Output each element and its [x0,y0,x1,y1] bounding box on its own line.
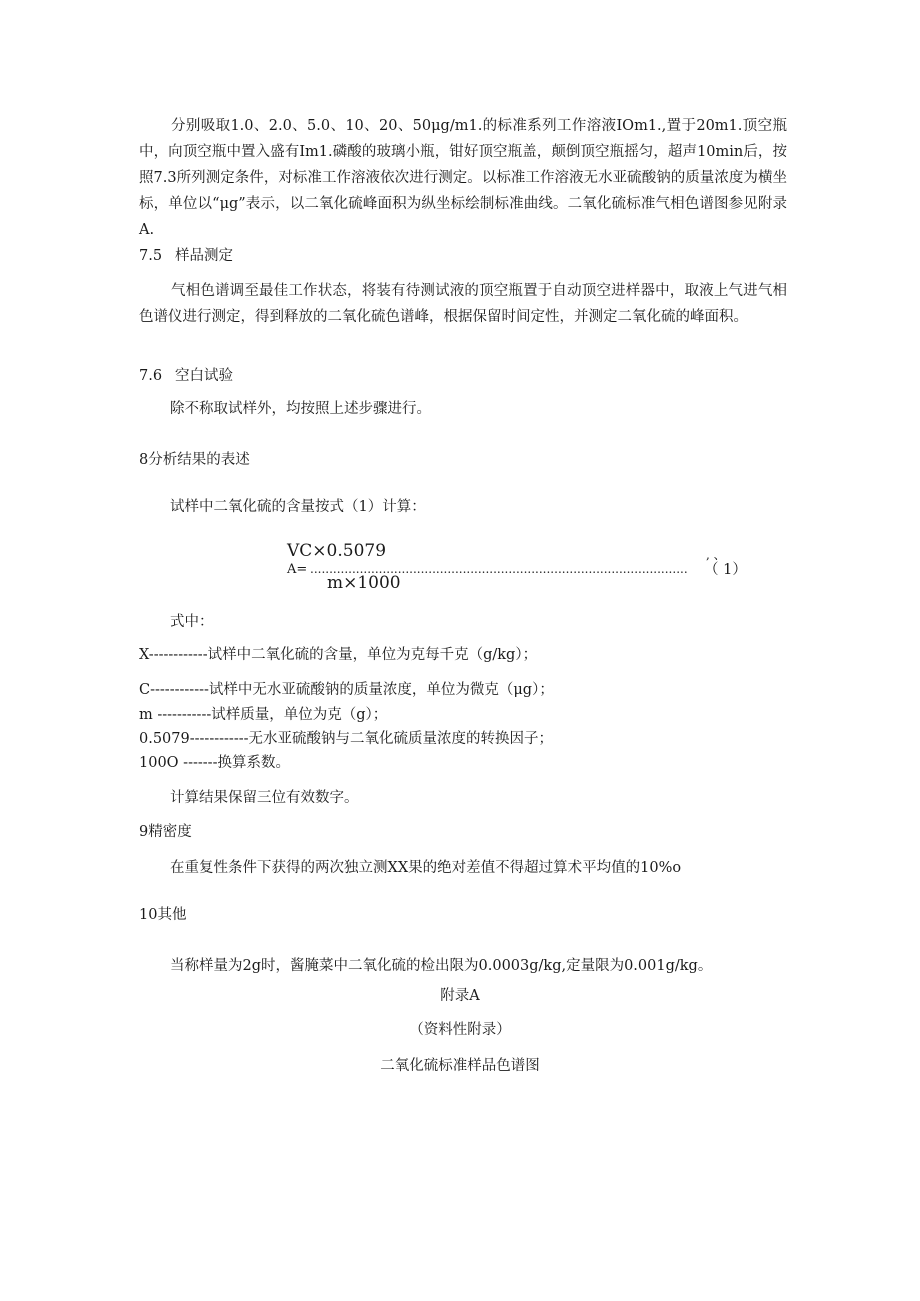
definition-factor: 0.5079------------无水亚硫酸钠与二氧化硫质量浓度的转换因子； [139,731,554,747]
section-heading-8: 8分析结果的表述 [139,452,250,468]
paragraph-significant-digits: 计算结果保留三位有效数字。 [170,790,359,806]
section-title: 样品测定 [175,248,233,264]
paragraph-sample-measurement: 气相色谱调至最佳工作状态，将装有待测试液的顶空瓶置于自动顶空进样器中，取液上气进气相色谱仪进行测定，得到释放的二氧化硫色谱峰，根据保留时间定性，并测定二氧化硫的峰面积。 [139,283,787,325]
appendix-subtitle: （资料性附录） [409,1022,511,1038]
paragraph-detection-limit: 当称样量为2g时，酱腌菜中二氧化硫的检出限为0.0003g/kg,定量限为0.001g/kg。 [170,958,713,974]
where-label: 式中： [170,614,214,630]
definition-conversion: 100O -------换算系数。 [139,755,290,771]
paragraph-formula-intro: 试样中二氧化硫的含量按式（1）计算： [170,499,426,515]
formula-numerator: VC×0.5079 [287,541,387,561]
formula-fraction-dots: ................................................................................................... [310,562,688,576]
section-title: 空白试验 [175,368,233,384]
paragraph-standard-curve: 分别吸取1.0、2.0、5.0、10、20、50μg/m1.的标准系列工作溶液IOm1.,置于20m1.顶空瓶中，向顶空瓶中置入盛有Im1.磷酸的玻璃小瓶，钳好顶空瓶盖，颠倒顶空瓶摇匀，超声10min后，按照7.3所列测定条件，对标准工作溶液依次进行测定。以标准工作溶液无水亚硫酸钠的质量浓度为横坐标，单位以“μg”表示，以二氧化硫峰面积为纵坐标绘制标准曲线。二氧化硫标准气相色谱图参见附录A. [139,118,787,238]
appendix-title: 附录A [440,988,480,1004]
formula-mark: , 、 [706,548,726,562]
section-number: 7.5 [139,248,163,264]
paragraph-blank-test: 除不称取试样外，均按照上述步骤进行。 [170,401,431,417]
section-heading-7-5 [139,246,233,266]
formula-number: （ 1） [704,562,747,578]
definition-x: X------------试样中二氧化硫的含量，单位为克每千克（g/kg）； [139,647,538,663]
section-heading-9: 9精密度 [139,824,192,840]
definition-m: m -----------试样质量，单位为克（g）； [139,707,388,723]
formula-lhs: A= [287,562,308,577]
paragraph-precision: 在重复性条件下获得的两次独立测XX果的绝对差值不得超过算术平均值的10%o [170,860,682,876]
appendix-caption: 二氧化硫标准样品色谱图 [380,1058,540,1074]
section-number: 7.6 [139,368,163,384]
definition-c: C------------试样中无水亚硫酸钠的质量浓度，单位为微克（μg）； [139,682,554,698]
section-heading-10: 10其他 [139,907,187,923]
formula-denominator: m×1000 [327,573,401,593]
section-heading-7-6 [139,366,233,386]
